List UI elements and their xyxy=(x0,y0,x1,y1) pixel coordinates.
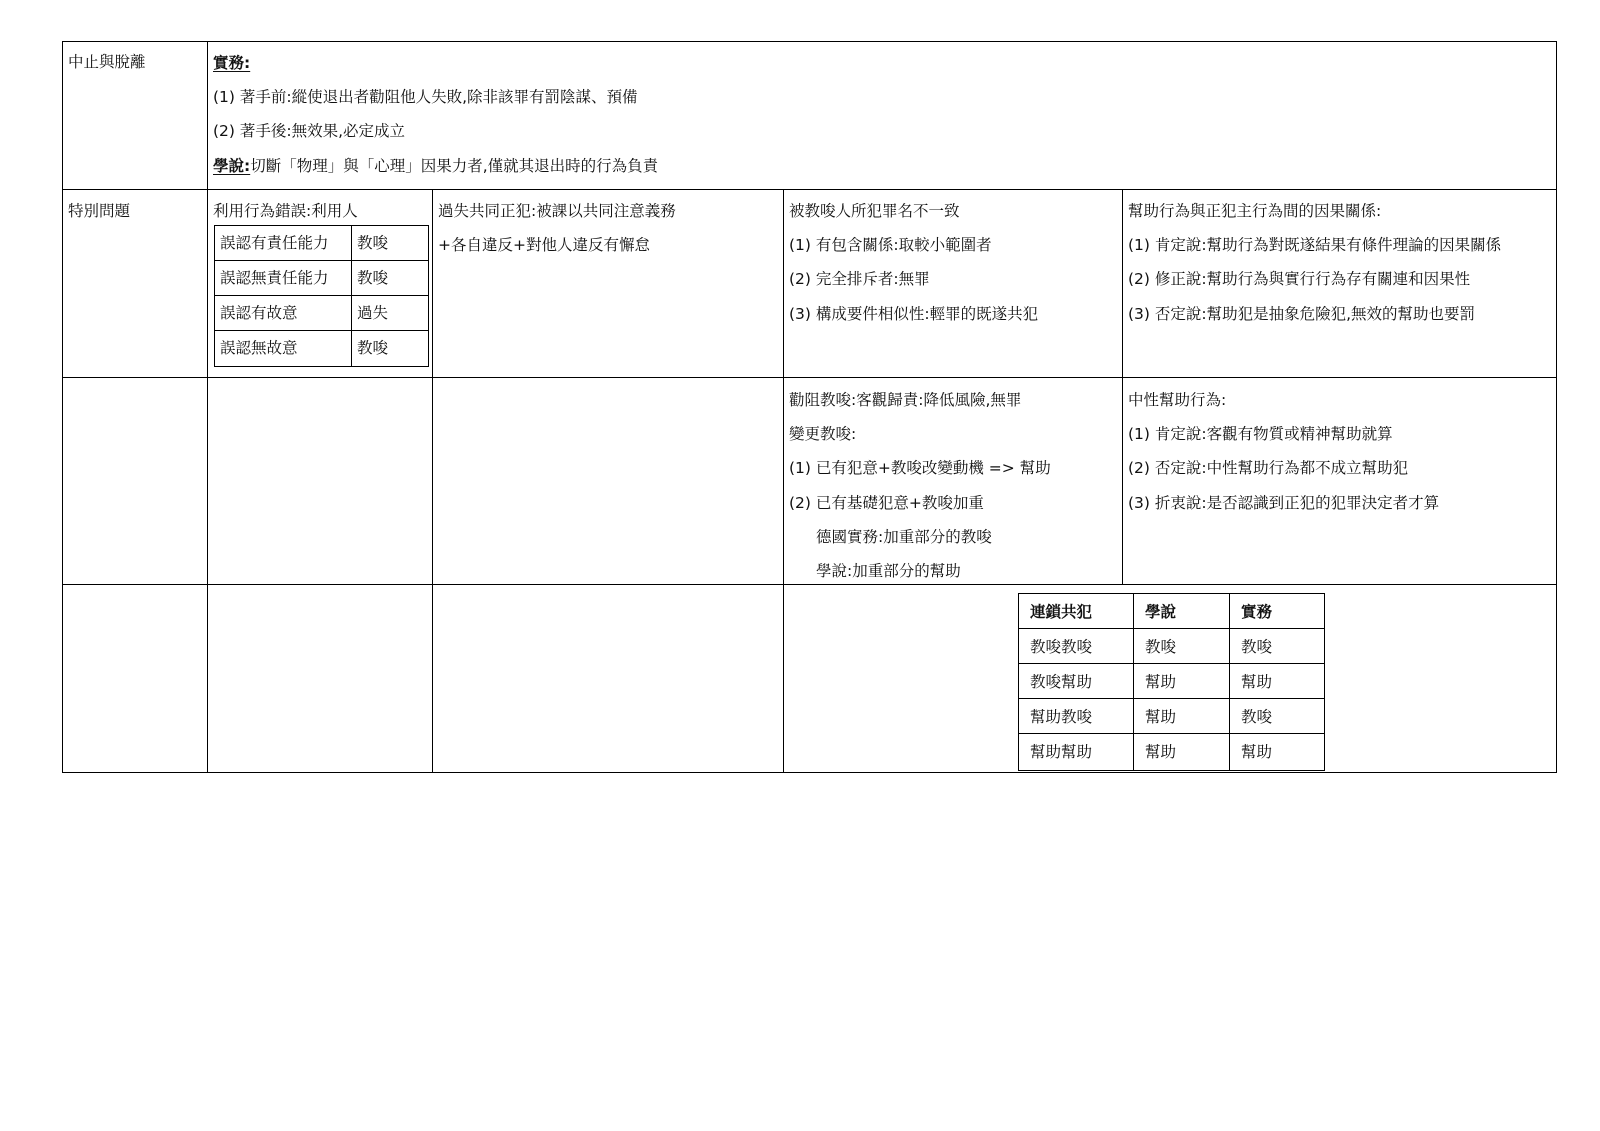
row2-col3-line: (2) 完全排斥者:無罪 xyxy=(789,270,930,288)
row3-col3-line: 勸阻教唆:客觀歸責:降低風險,無罪 xyxy=(789,391,1022,409)
row2-col2-line: +各自違反+對他人違反有懈怠 xyxy=(438,236,650,254)
error-table-cell: 誤認無責任能力 xyxy=(220,269,329,287)
chain-table-row-divider xyxy=(1019,733,1324,734)
chain-table-row-divider xyxy=(1019,628,1324,629)
row2-col1-title: 利用行為錯誤:利用人 xyxy=(213,202,358,220)
row1-practice-item: (2) 著手後:無效果,必定成立 xyxy=(213,122,406,140)
row3-col4-line: (1) 肯定說:客觀有物質或精神幫助就算 xyxy=(1128,425,1393,443)
error-table xyxy=(214,225,429,367)
row2-label: 特別問題 xyxy=(68,202,131,220)
row2-col4-line: (2) 修正說:幫助行為與實行行為存有關連和因果性 xyxy=(1128,270,1471,288)
chain-table-cell: 幫助 xyxy=(1241,743,1273,761)
error-table-row-divider xyxy=(215,260,428,261)
rule-label-col xyxy=(207,41,208,773)
rule-top xyxy=(62,41,1556,42)
row1-theory-text: 切斷「物理」與「心理」因果力者,僅就其退出時的行為負責 xyxy=(250,157,659,175)
row1-practice-heading: 實務: xyxy=(213,54,251,72)
chain-table-cell: 教唆幫助 xyxy=(1030,673,1093,691)
error-table-col-divider xyxy=(351,226,352,366)
row2-col3-line: (3) 構成要件相似性:輕罪的既遂共犯 xyxy=(789,305,1039,323)
error-table-cell: 誤認有故意 xyxy=(220,304,298,322)
row1-theory-heading: 學說: xyxy=(213,157,251,175)
row1-practice-item: (1) 著手前:縱使退出者勸阻他人失敗,除非該罪有罰陰謀、預備 xyxy=(213,88,638,106)
error-table-row-divider xyxy=(215,330,428,331)
rule-bottom xyxy=(62,772,1556,773)
chain-table xyxy=(1018,593,1325,771)
chain-table-cell: 幫助 xyxy=(1145,673,1177,691)
error-table-cell: 誤認無故意 xyxy=(220,339,298,357)
chain-table-col-divider xyxy=(1229,594,1230,770)
chain-table-header: 學說 xyxy=(1145,603,1177,621)
row2-col4-line: (1) 肯定說:幫助行為對既遂結果有條件理論的因果關係 xyxy=(1128,236,1502,254)
chain-table-cell: 教唆教唆 xyxy=(1030,638,1093,656)
chain-table-header: 連鎖共犯 xyxy=(1030,603,1093,621)
rule-row2-bottom xyxy=(62,377,1556,378)
row2-col2-line: 過失共同正犯:被課以共同注意義務 xyxy=(438,202,676,220)
row3-col3-line: 變更教唆: xyxy=(789,425,857,443)
row2-col3-line: 被教唆人所犯罪名不一致 xyxy=(789,202,960,220)
chain-table-cell: 幫助 xyxy=(1145,708,1177,726)
rule-col2 xyxy=(432,189,433,773)
row3-col3-line: 德國實務:加重部分的教唆 xyxy=(816,528,992,546)
rule-right xyxy=(1556,41,1557,773)
row1-theory xyxy=(213,156,658,176)
chain-table-row-divider xyxy=(1019,698,1324,699)
chain-table-row-divider xyxy=(1019,663,1324,664)
rule-col4 xyxy=(1122,189,1123,585)
rule-row3-bottom xyxy=(62,584,1556,585)
chain-table-col-divider xyxy=(1133,594,1134,770)
row3-col3-line: (1) 已有犯意+教唆改變動機 => 幫助 xyxy=(789,459,1051,477)
row3-col3-line: (2) 已有基礎犯意+教唆加重 xyxy=(789,494,984,512)
row3-col3-line: 學說:加重部分的幫助 xyxy=(816,562,961,580)
row2-col4-line: (3) 否定說:幫助犯是抽象危險犯,無效的幫助也要罰 xyxy=(1128,305,1476,323)
chain-table-cell: 教唆 xyxy=(1145,638,1177,656)
row3-col4-line: 中性幫助行為: xyxy=(1128,391,1227,409)
row2-col4-line: 幫助行為與正犯主行為間的因果關係: xyxy=(1128,202,1382,220)
rule-row1-bottom xyxy=(62,189,1556,190)
error-table-row-divider xyxy=(215,295,428,296)
chain-table-cell: 幫助幫助 xyxy=(1030,743,1093,761)
rule-left xyxy=(62,41,63,773)
error-table-cell: 教唆 xyxy=(357,234,389,252)
rule-col3 xyxy=(783,189,784,773)
error-table-cell: 教唆 xyxy=(357,269,389,287)
row1-label: 中止與脫離 xyxy=(68,53,146,71)
row2-col3-line: (1) 有包含關係:取較小範圍者 xyxy=(789,236,992,254)
chain-table-cell: 幫助 xyxy=(1145,743,1177,761)
row3-col4-line: (2) 否定說:中性幫助行為都不成立幫助犯 xyxy=(1128,459,1409,477)
error-table-cell: 過失 xyxy=(357,304,389,322)
chain-table-cell: 教唆 xyxy=(1241,708,1273,726)
chain-table-cell: 幫助教唆 xyxy=(1030,708,1093,726)
chain-table-cell: 幫助 xyxy=(1241,673,1273,691)
chain-table-header: 實務 xyxy=(1241,603,1273,621)
error-table-cell: 教唆 xyxy=(357,339,389,357)
row3-col4-line: (3) 折衷說:是否認識到正犯的犯罪決定者才算 xyxy=(1128,494,1440,512)
error-table-cell: 誤認有責任能力 xyxy=(220,234,329,252)
chain-table-cell: 教唆 xyxy=(1241,638,1273,656)
